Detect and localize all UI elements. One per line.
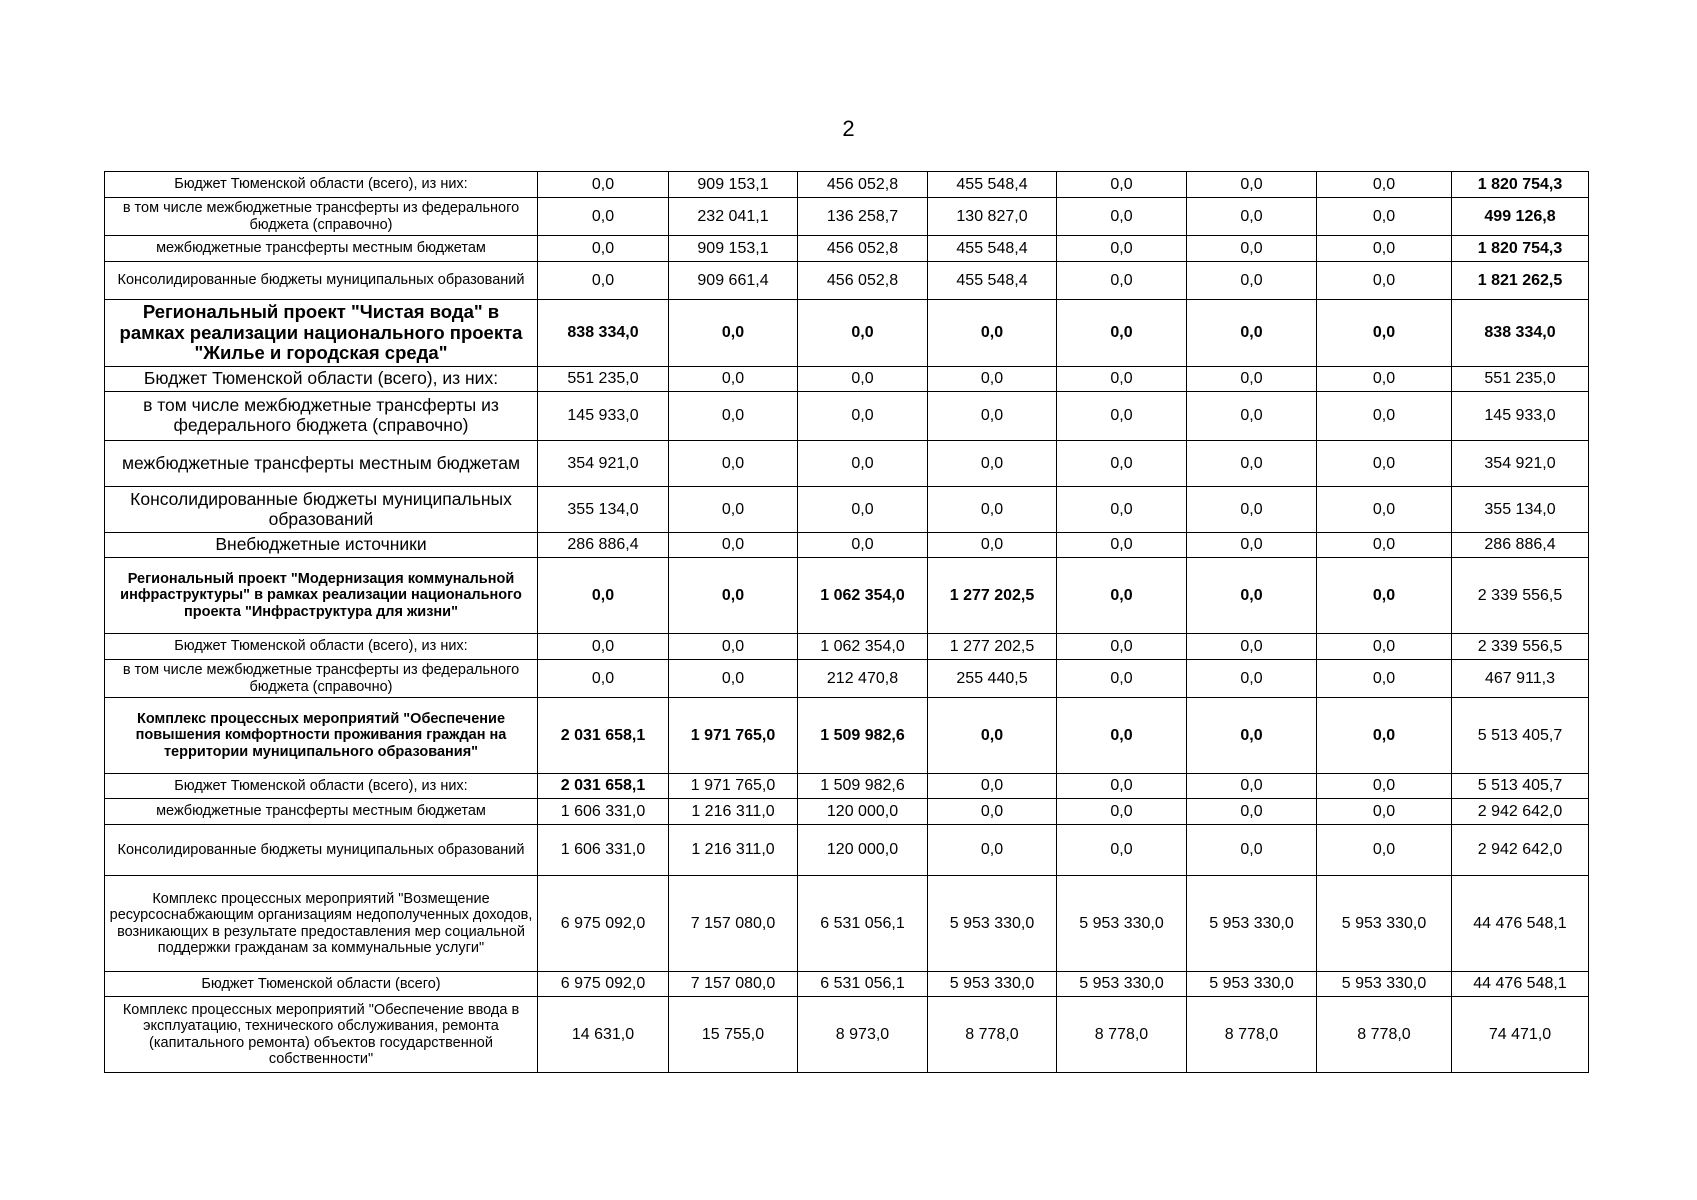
value-cell: 15 755,0	[669, 997, 798, 1073]
value-cell: 255 440,5	[928, 660, 1057, 698]
total-cell: 1 820 754,3	[1452, 236, 1589, 262]
value-cell: 0,0	[538, 558, 669, 634]
value-cell: 0,0	[1317, 172, 1452, 198]
value-cell: 456 052,8	[798, 172, 928, 198]
total-cell: 74 471,0	[1452, 997, 1589, 1073]
value-cell: 0,0	[1057, 487, 1187, 533]
row-label: Комплекс процессных мероприятий "Возмещение ресурсоснабжающим организациям недополученных доходов, возникающих в результате предоставления мер социальной поддержки гражданам за коммунальные услуги"	[105, 876, 538, 972]
value-cell: 8 778,0	[928, 997, 1057, 1073]
value-cell: 0,0	[1057, 634, 1187, 660]
value-cell: 0,0	[928, 799, 1057, 825]
value-cell: 0,0	[538, 660, 669, 698]
value-cell: 455 548,4	[928, 236, 1057, 262]
value-cell: 0,0	[928, 698, 1057, 774]
total-cell: 1 821 262,5	[1452, 262, 1589, 300]
table-row	[105, 367, 1589, 392]
value-cell: 0,0	[1187, 487, 1317, 533]
total-cell: 2 339 556,5	[1452, 558, 1589, 634]
value-cell: 909 661,4	[669, 262, 798, 300]
value-cell: 212 470,8	[798, 660, 928, 698]
value-cell: 0,0	[1187, 300, 1317, 367]
value-cell: 0,0	[1057, 367, 1187, 392]
value-cell: 5 953 330,0	[1187, 972, 1317, 997]
value-cell: 0,0	[928, 392, 1057, 441]
value-cell: 5 953 330,0	[928, 876, 1057, 972]
value-cell: 1 277 202,5	[928, 558, 1057, 634]
value-cell: 0,0	[669, 392, 798, 441]
value-cell: 0,0	[928, 300, 1057, 367]
table-row	[105, 698, 1589, 774]
value-cell: 0,0	[928, 825, 1057, 876]
value-cell: 0,0	[1187, 392, 1317, 441]
value-cell: 0,0	[1057, 236, 1187, 262]
table-row	[105, 972, 1589, 997]
value-cell: 0,0	[1057, 198, 1187, 236]
total-cell: 1 820 754,3	[1452, 172, 1589, 198]
total-cell: 551 235,0	[1452, 367, 1589, 392]
value-cell: 551 235,0	[538, 367, 669, 392]
row-label: Консолидированные бюджеты муниципальных образований	[105, 825, 538, 876]
row-label: Внебюджетные источники	[105, 533, 538, 558]
value-cell: 0,0	[538, 634, 669, 660]
table-row	[105, 634, 1589, 660]
value-cell: 354 921,0	[538, 441, 669, 487]
value-cell: 1 606 331,0	[538, 825, 669, 876]
row-label: Бюджет Тюменской области (всего), из них:	[105, 634, 538, 660]
total-cell: 145 933,0	[1452, 392, 1589, 441]
table-row	[105, 825, 1589, 876]
table-row	[105, 392, 1589, 441]
value-cell: 0,0	[669, 558, 798, 634]
table-row	[105, 236, 1589, 262]
value-cell: 0,0	[669, 367, 798, 392]
value-cell: 0,0	[1187, 634, 1317, 660]
value-cell: 1 971 765,0	[669, 774, 798, 799]
value-cell: 0,0	[798, 441, 928, 487]
row-label: Комплекс процессных мероприятий "Обеспечение ввода в эксплуатацию, технического обслуживания, ремонта (капитального ремонта) объектов государственной собственности"	[105, 997, 538, 1073]
value-cell: 0,0	[1187, 198, 1317, 236]
value-cell: 0,0	[928, 367, 1057, 392]
value-cell: 1 971 765,0	[669, 698, 798, 774]
page-number: 2	[842, 116, 855, 141]
total-cell: 838 334,0	[1452, 300, 1589, 367]
value-cell: 5 953 330,0	[1187, 876, 1317, 972]
total-cell: 2 942 642,0	[1452, 799, 1589, 825]
value-cell: 130 827,0	[928, 198, 1057, 236]
value-cell: 0,0	[1317, 300, 1452, 367]
value-cell: 0,0	[1317, 487, 1452, 533]
value-cell: 0,0	[1187, 799, 1317, 825]
row-label: Региональный проект "Чистая вода" в рамках реализации национального проекта "Жилье и городская среда"	[105, 300, 538, 367]
value-cell: 456 052,8	[798, 262, 928, 300]
value-cell: 5 953 330,0	[1057, 972, 1187, 997]
row-label: Бюджет Тюменской области (всего), из них:	[105, 774, 538, 799]
total-cell: 5 513 405,7	[1452, 698, 1589, 774]
value-cell: 0,0	[1187, 262, 1317, 300]
row-label: межбюджетные трансферты местным бюджетам	[105, 441, 538, 487]
total-cell: 44 476 548,1	[1452, 972, 1589, 997]
value-cell: 0,0	[1317, 698, 1452, 774]
table-row	[105, 262, 1589, 300]
value-cell: 0,0	[1317, 441, 1452, 487]
value-cell: 456 052,8	[798, 236, 928, 262]
total-cell: 44 476 548,1	[1452, 876, 1589, 972]
total-cell: 2 339 556,5	[1452, 634, 1589, 660]
row-label: в том числе межбюджетные трансферты из федерального бюджета (справочно)	[105, 392, 538, 441]
table-row	[105, 799, 1589, 825]
row-label: в том числе межбюджетные трансферты из федерального бюджета (справочно)	[105, 198, 538, 236]
total-cell: 355 134,0	[1452, 487, 1589, 533]
table-row	[105, 876, 1589, 972]
value-cell: 8 778,0	[1187, 997, 1317, 1073]
value-cell: 0,0	[798, 300, 928, 367]
value-cell: 838 334,0	[538, 300, 669, 367]
value-cell: 0,0	[538, 262, 669, 300]
table-row	[105, 558, 1589, 634]
value-cell: 7 157 080,0	[669, 876, 798, 972]
value-cell: 0,0	[1317, 634, 1452, 660]
row-label: Консолидированные бюджеты муниципальных образований	[105, 487, 538, 533]
value-cell: 5 953 330,0	[1317, 876, 1452, 972]
value-cell: 14 631,0	[538, 997, 669, 1073]
value-cell: 0,0	[1317, 799, 1452, 825]
value-cell: 0,0	[538, 236, 669, 262]
row-label: Бюджет Тюменской области (всего), из них:	[105, 367, 538, 392]
total-cell: 499 126,8	[1452, 198, 1589, 236]
row-label: Консолидированные бюджеты муниципальных образований	[105, 262, 538, 300]
value-cell: 0,0	[1057, 300, 1187, 367]
table-row	[105, 533, 1589, 558]
value-cell: 0,0	[1187, 698, 1317, 774]
value-cell: 0,0	[1057, 172, 1187, 198]
row-label: в том числе межбюджетные трансферты из федерального бюджета (справочно)	[105, 660, 538, 698]
value-cell: 7 157 080,0	[669, 972, 798, 997]
value-cell: 5 953 330,0	[1317, 972, 1452, 997]
value-cell: 1 509 982,6	[798, 774, 928, 799]
total-cell: 467 911,3	[1452, 660, 1589, 698]
value-cell: 0,0	[798, 533, 928, 558]
value-cell: 2 031 658,1	[538, 774, 669, 799]
value-cell: 0,0	[928, 441, 1057, 487]
value-cell: 0,0	[1317, 198, 1452, 236]
row-label: межбюджетные трансферты местным бюджетам	[105, 799, 538, 825]
table-row	[105, 660, 1589, 698]
value-cell: 6 975 092,0	[538, 876, 669, 972]
total-cell: 286 886,4	[1452, 533, 1589, 558]
row-label: Региональный проект "Модернизация коммунальной инфраструктуры" в рамках реализации национального проекта "Инфраструктура для жизни"	[105, 558, 538, 634]
value-cell: 0,0	[1187, 825, 1317, 876]
value-cell: 0,0	[1057, 774, 1187, 799]
value-cell: 909 153,1	[669, 236, 798, 262]
value-cell: 1 216 311,0	[669, 825, 798, 876]
value-cell: 232 041,1	[669, 198, 798, 236]
value-cell: 0,0	[1057, 392, 1187, 441]
value-cell: 0,0	[1187, 533, 1317, 558]
row-label: межбюджетные трансферты местным бюджетам	[105, 236, 538, 262]
value-cell: 0,0	[1317, 533, 1452, 558]
value-cell: 0,0	[669, 660, 798, 698]
value-cell: 0,0	[669, 533, 798, 558]
value-cell: 8 973,0	[798, 997, 928, 1073]
table-row	[105, 172, 1589, 198]
value-cell: 0,0	[1057, 262, 1187, 300]
value-cell: 0,0	[1187, 236, 1317, 262]
value-cell: 5 953 330,0	[1057, 876, 1187, 972]
value-cell: 0,0	[1317, 825, 1452, 876]
value-cell: 0,0	[928, 487, 1057, 533]
row-label: Бюджет Тюменской области (всего), из них:	[105, 172, 538, 198]
total-cell: 354 921,0	[1452, 441, 1589, 487]
value-cell: 355 134,0	[538, 487, 669, 533]
value-cell: 8 778,0	[1057, 997, 1187, 1073]
value-cell: 1 277 202,5	[928, 634, 1057, 660]
value-cell: 0,0	[669, 634, 798, 660]
value-cell: 6 531 056,1	[798, 972, 928, 997]
table-row	[105, 300, 1589, 367]
value-cell: 0,0	[928, 533, 1057, 558]
value-cell: 0,0	[1317, 392, 1452, 441]
value-cell: 0,0	[1317, 660, 1452, 698]
value-cell: 136 258,7	[798, 198, 928, 236]
value-cell: 0,0	[1057, 799, 1187, 825]
value-cell: 145 933,0	[538, 392, 669, 441]
value-cell: 1 062 354,0	[798, 558, 928, 634]
value-cell: 0,0	[669, 441, 798, 487]
value-cell: 1 216 311,0	[669, 799, 798, 825]
value-cell: 0,0	[1057, 558, 1187, 634]
value-cell: 0,0	[798, 392, 928, 441]
value-cell: 0,0	[928, 774, 1057, 799]
value-cell: 1 062 354,0	[798, 634, 928, 660]
value-cell: 0,0	[1187, 558, 1317, 634]
value-cell: 0,0	[1187, 367, 1317, 392]
total-cell: 5 513 405,7	[1452, 774, 1589, 799]
value-cell: 120 000,0	[798, 799, 928, 825]
value-cell: 0,0	[1057, 533, 1187, 558]
value-cell: 455 548,4	[928, 172, 1057, 198]
value-cell: 0,0	[1317, 236, 1452, 262]
value-cell: 0,0	[1187, 441, 1317, 487]
value-cell: 8 778,0	[1317, 997, 1452, 1073]
table-row	[105, 487, 1589, 533]
table-row	[105, 441, 1589, 487]
row-label: Комплекс процессных мероприятий "Обеспечение повышения комфортности проживания граждан на территории муниципального образования"	[105, 698, 538, 774]
value-cell: 0,0	[1057, 660, 1187, 698]
row-label: Бюджет Тюменской области (всего)	[105, 972, 538, 997]
value-cell: 0,0	[1317, 262, 1452, 300]
value-cell: 0,0	[1317, 774, 1452, 799]
value-cell: 6 975 092,0	[538, 972, 669, 997]
value-cell: 0,0	[1057, 441, 1187, 487]
value-cell: 6 531 056,1	[798, 876, 928, 972]
table-row	[105, 198, 1589, 236]
value-cell: 120 000,0	[798, 825, 928, 876]
value-cell: 0,0	[538, 172, 669, 198]
value-cell: 286 886,4	[538, 533, 669, 558]
value-cell: 1 606 331,0	[538, 799, 669, 825]
value-cell: 0,0	[1057, 698, 1187, 774]
value-cell: 5 953 330,0	[928, 972, 1057, 997]
value-cell: 0,0	[1317, 558, 1452, 634]
value-cell: 0,0	[1317, 367, 1452, 392]
budget-table	[104, 171, 1589, 1073]
value-cell: 0,0	[1057, 825, 1187, 876]
table-row	[105, 774, 1589, 799]
total-cell: 2 942 642,0	[1452, 825, 1589, 876]
value-cell: 1 509 982,6	[798, 698, 928, 774]
value-cell: 455 548,4	[928, 262, 1057, 300]
value-cell: 0,0	[798, 487, 928, 533]
value-cell: 0,0	[538, 198, 669, 236]
value-cell: 0,0	[798, 367, 928, 392]
value-cell: 0,0	[1187, 660, 1317, 698]
value-cell: 0,0	[1187, 172, 1317, 198]
value-cell: 0,0	[669, 300, 798, 367]
value-cell: 909 153,1	[669, 172, 798, 198]
value-cell: 0,0	[1187, 774, 1317, 799]
value-cell: 0,0	[669, 487, 798, 533]
table-row	[105, 997, 1589, 1073]
value-cell: 2 031 658,1	[538, 698, 669, 774]
